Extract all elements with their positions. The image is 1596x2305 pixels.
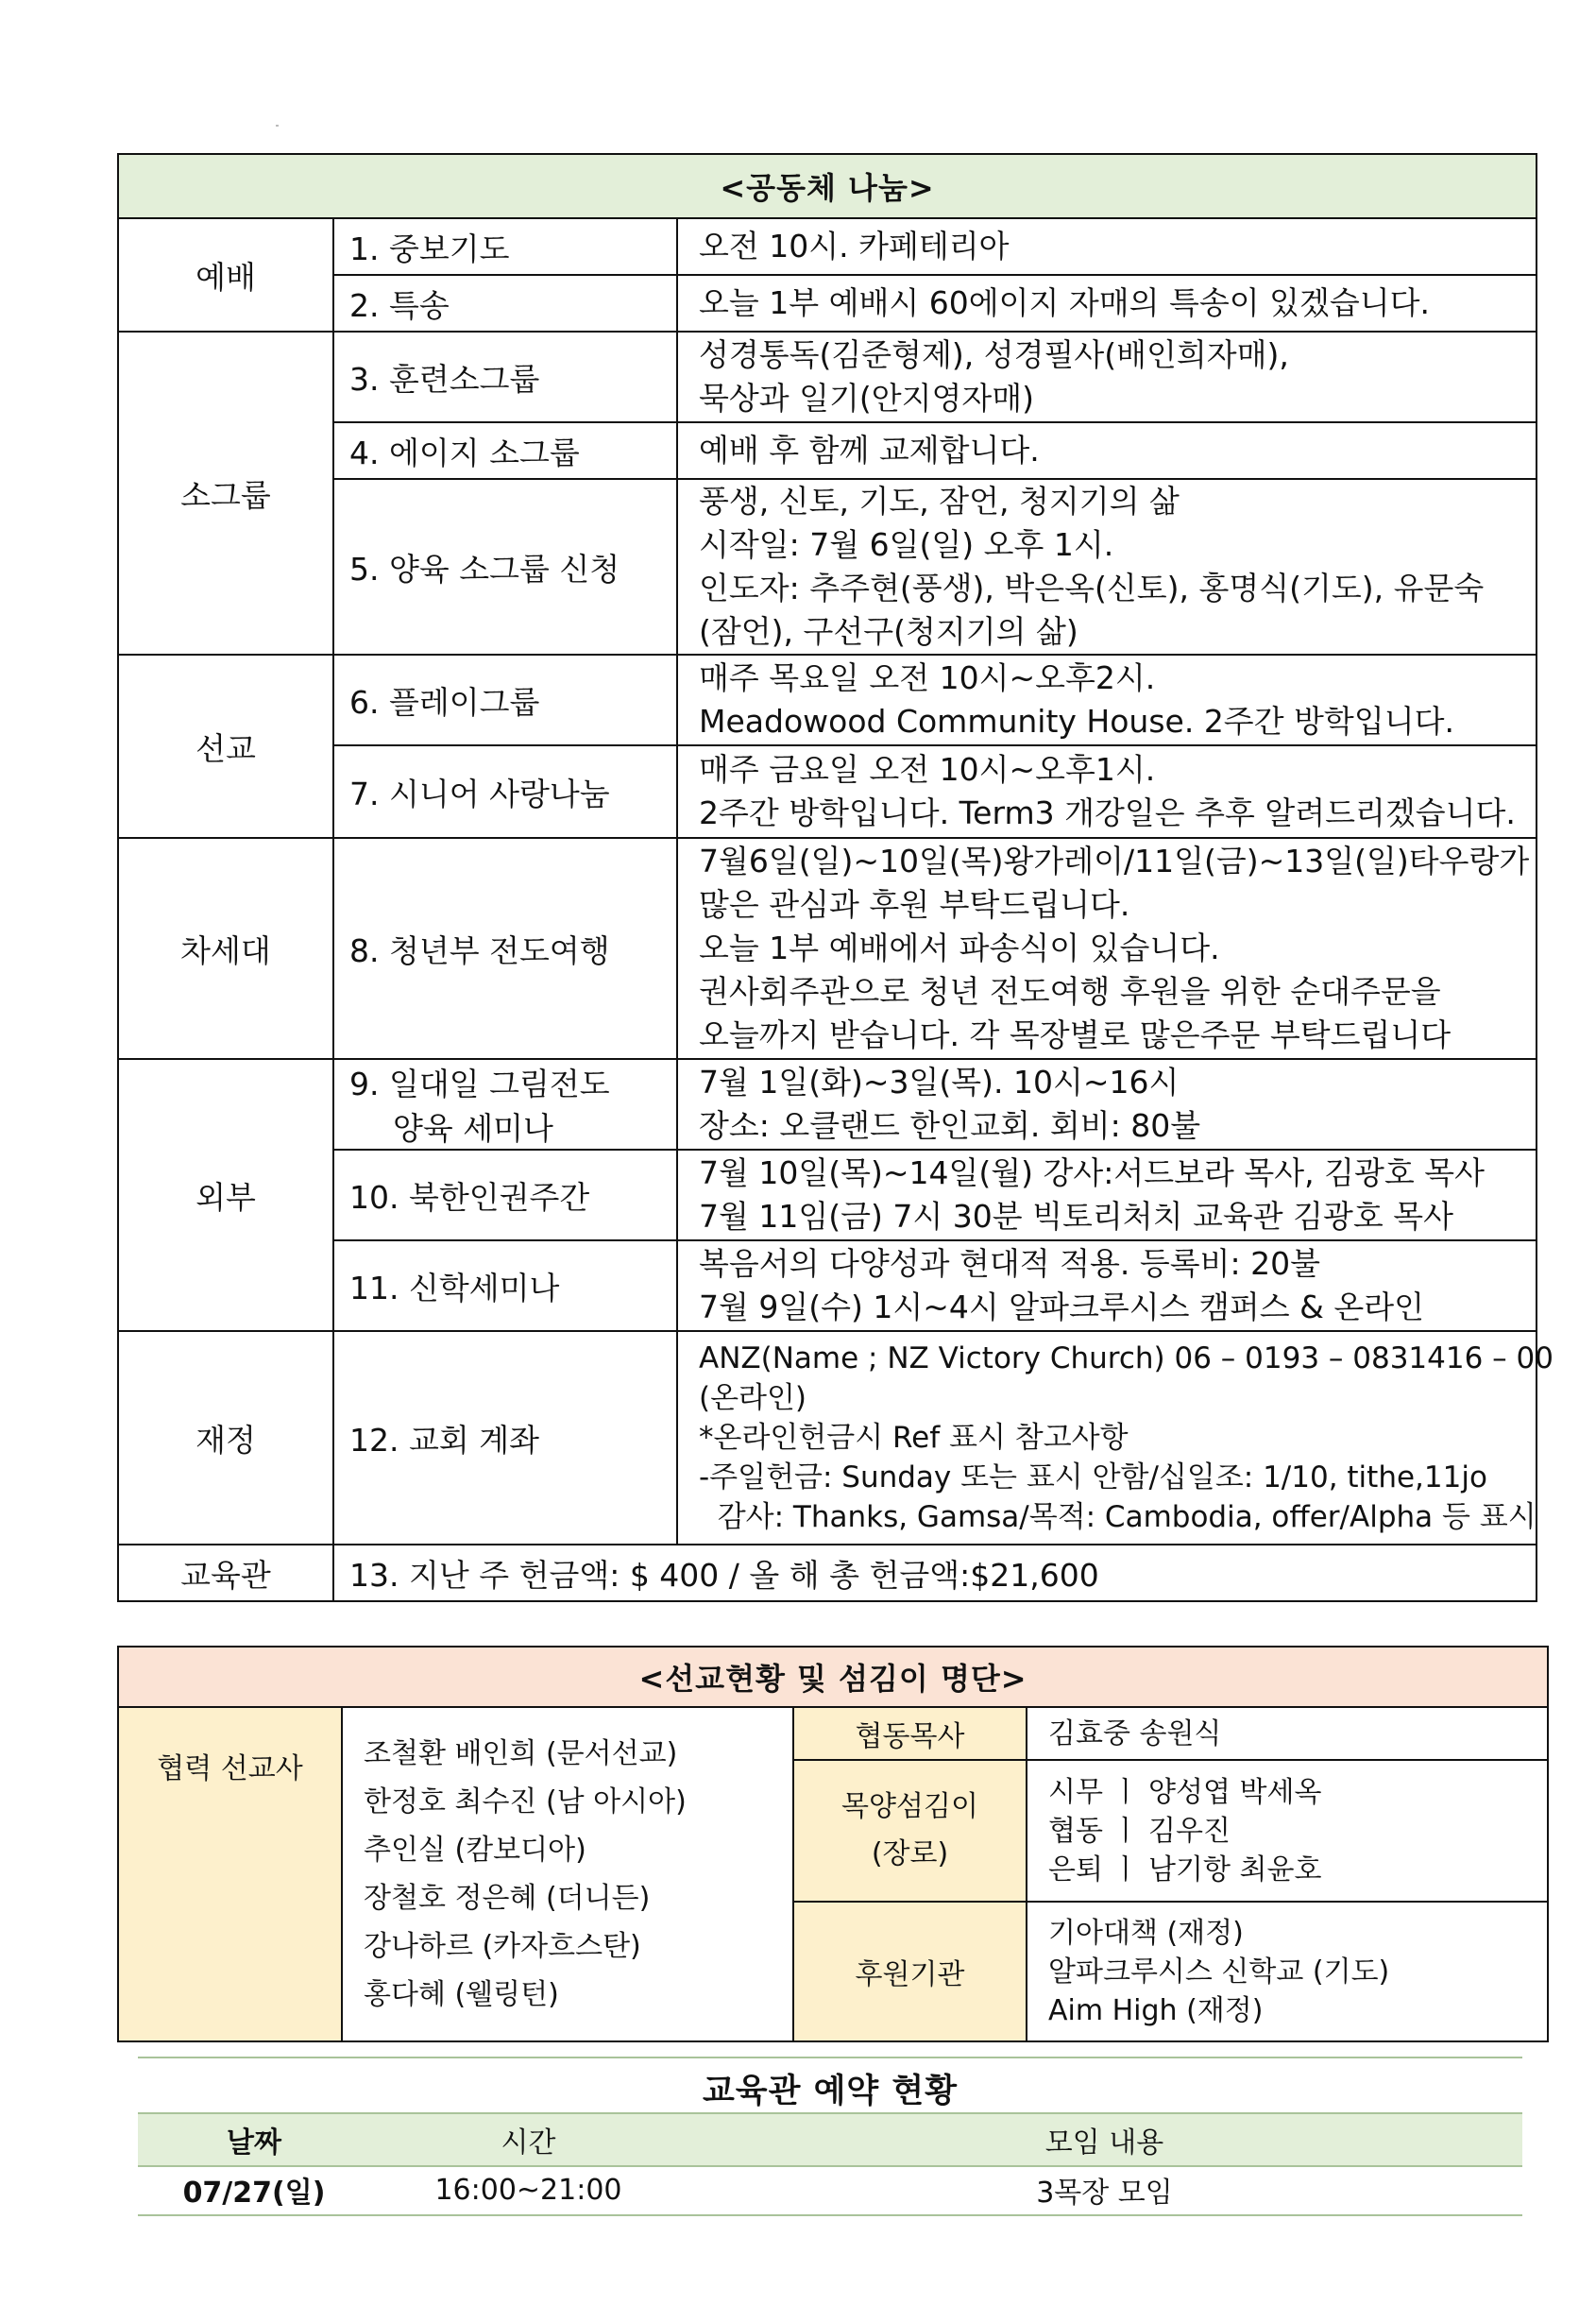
- category-next-gen: 차세대: [118, 838, 333, 1059]
- item-label: 6. 플레이그룹: [333, 655, 677, 745]
- item-label: 2. 특송: [333, 275, 677, 332]
- reservation-title: 교육관 예약 현황: [702, 2073, 959, 2110]
- item-content: 복음서의 다양성과 현대적 적용. 등록비: 20불 7월 9일(수) 1시~4시 알파크루시스 캠퍼스 & 온라인: [677, 1240, 1537, 1331]
- table-row: [138, 2165, 1522, 2216]
- offering-summary: 13. 지난 주 헌금액: $ 400 / 올 해 총 헌금액:$21,600: [333, 1545, 1537, 1601]
- item-content: 매주 금요일 오전 10시~오후1시. 2주간 방학입니다. Term3 개강일은 추후 알려드리겠습니다.: [677, 745, 1537, 838]
- item-label: 1. 중보기도: [333, 218, 677, 275]
- row-date: 07/27(일): [182, 2177, 326, 2210]
- category-mission: 선교: [118, 655, 333, 838]
- assoc-pastor-label: 협동목사: [793, 1707, 1027, 1760]
- mission-title: <선교현황 및 섬김이 명단>: [118, 1647, 1548, 1707]
- item-content: 7월6일(일)~10일(목)왕가레이/11일(금)~13일(일)타우랑가 많은 관심과 후원 부탁드립니다. 오늘 1부 예배에서 파송식이 있습니다. 권사회주관으로 청년 전도여행 후원을 위한 순대주문을 오늘까지 받습니다. 각 목장별로 많은주문 부탁드립니다: [677, 838, 1537, 1059]
- item-content: 성경통독(김준형제), 성경필사(배인희자매), 묵상과 일기(안지영자매): [677, 332, 1537, 422]
- item-content: 풍생, 신토, 기도, 잠언, 청지기의 삶 시작일: 7월 6일(일) 오후 1시. 인도자: 추주현(풍생), 박은옥(신토), 홍명식(기도), 유문숙 (잠언), 구선구(청지기의 삶): [677, 479, 1537, 655]
- item-content: ANZ(Name ; NZ Victory Church) 06 – 0193 – 0831416 – 00 (온라인) *온라인헌금시 Ref 표시 참고사항 -주일헌금: Sunday 또는 표시 안함/십일조: 1/10, tithe,11jo 감사: Thanks, Gamsa/목적: Cambodia, offer/Alpha 등 표시: [677, 1331, 1537, 1545]
- mission-table: [117, 1646, 1549, 2042]
- item-label: 4. 에이지 소그룹: [333, 422, 677, 479]
- missionary-list: 조철환 배인희 (문서선교) 한정호 최수진 (남 아시아) 추인실 (캄보디아) 장철호 정은혜 (더니든) 강나하르 (카자흐스탄) 홍다혜 (웰링턴): [342, 1707, 793, 2041]
- scan-speck: [276, 125, 279, 127]
- item-label: 5. 양육 소그룹 신청: [333, 479, 677, 655]
- category-external: 외부: [118, 1059, 333, 1331]
- category-edu: 교육관: [118, 1545, 333, 1601]
- item-label: 9. 일대일 그림전도 양육 세미나: [333, 1059, 677, 1150]
- category-small-group: 소그룹: [118, 332, 333, 655]
- item-label: 12. 교회 계좌: [333, 1331, 677, 1545]
- item-content: 오늘 1부 예배시 60에이지 자매의 특송이 있겠습니다.: [677, 275, 1537, 332]
- row-time: 16:00~21:00: [434, 2173, 622, 2207]
- supporter-list: 기아대책 (재정) 알파크루시스 신학교 (기도) Aim High (재정): [1027, 1902, 1548, 2041]
- item-content: 7월 10일(목)~14일(월) 강사:서드보라 목사, 김광호 목사 7월 11임(금) 7시 30분 빅토리처치 교육관 김광호 목사: [677, 1150, 1537, 1240]
- elder-label: 목양섬김이 (장로): [793, 1760, 1027, 1902]
- elder-list: 시무 ㅣ 양성엽 박세옥 협동 ㅣ 김우진 은퇴 ㅣ 남기항 최윤호: [1027, 1760, 1548, 1902]
- item-label: 11. 신학세미나: [333, 1240, 677, 1331]
- item-label: 7. 시니어 사랑나눔: [333, 745, 677, 838]
- supporter-label: 후원기관: [793, 1902, 1027, 2041]
- header-time: 시간: [501, 2126, 556, 2160]
- category-worship: 예배: [118, 218, 333, 332]
- reservation-header-row: [138, 2112, 1522, 2167]
- item-label: 3. 훈련소그룹: [333, 332, 677, 422]
- reservation-divider: [138, 2057, 1522, 2058]
- item-content: 예배 후 함께 교제합니다.: [677, 422, 1537, 479]
- item-content: 매주 목요일 오전 10시~오후2시. Meadowood Community House. 2주간 방학입니다.: [677, 655, 1537, 745]
- item-label: 8. 청년부 전도여행: [333, 838, 677, 1059]
- item-label: 10. 북한인권주간: [333, 1150, 677, 1240]
- community-title: <공동체 나눔>: [118, 154, 1537, 218]
- missionary-label: 협력 선교사: [118, 1707, 342, 2041]
- assoc-pastor-value: 김효중 송원식: [1027, 1707, 1548, 1760]
- item-content: 7월 1일(화)~3일(목). 10시~16시 장소: 오클랜드 한인교회. 회비: 80불: [677, 1059, 1537, 1150]
- header-date: 날짜: [227, 2126, 281, 2160]
- category-finance: 재정: [118, 1331, 333, 1545]
- community-table: [117, 153, 1554, 1602]
- item-content: 오전 10시. 카페테리아: [677, 218, 1537, 275]
- header-content: 모임 내용: [1044, 2126, 1164, 2160]
- row-content: 3목장 모임: [1036, 2177, 1173, 2210]
